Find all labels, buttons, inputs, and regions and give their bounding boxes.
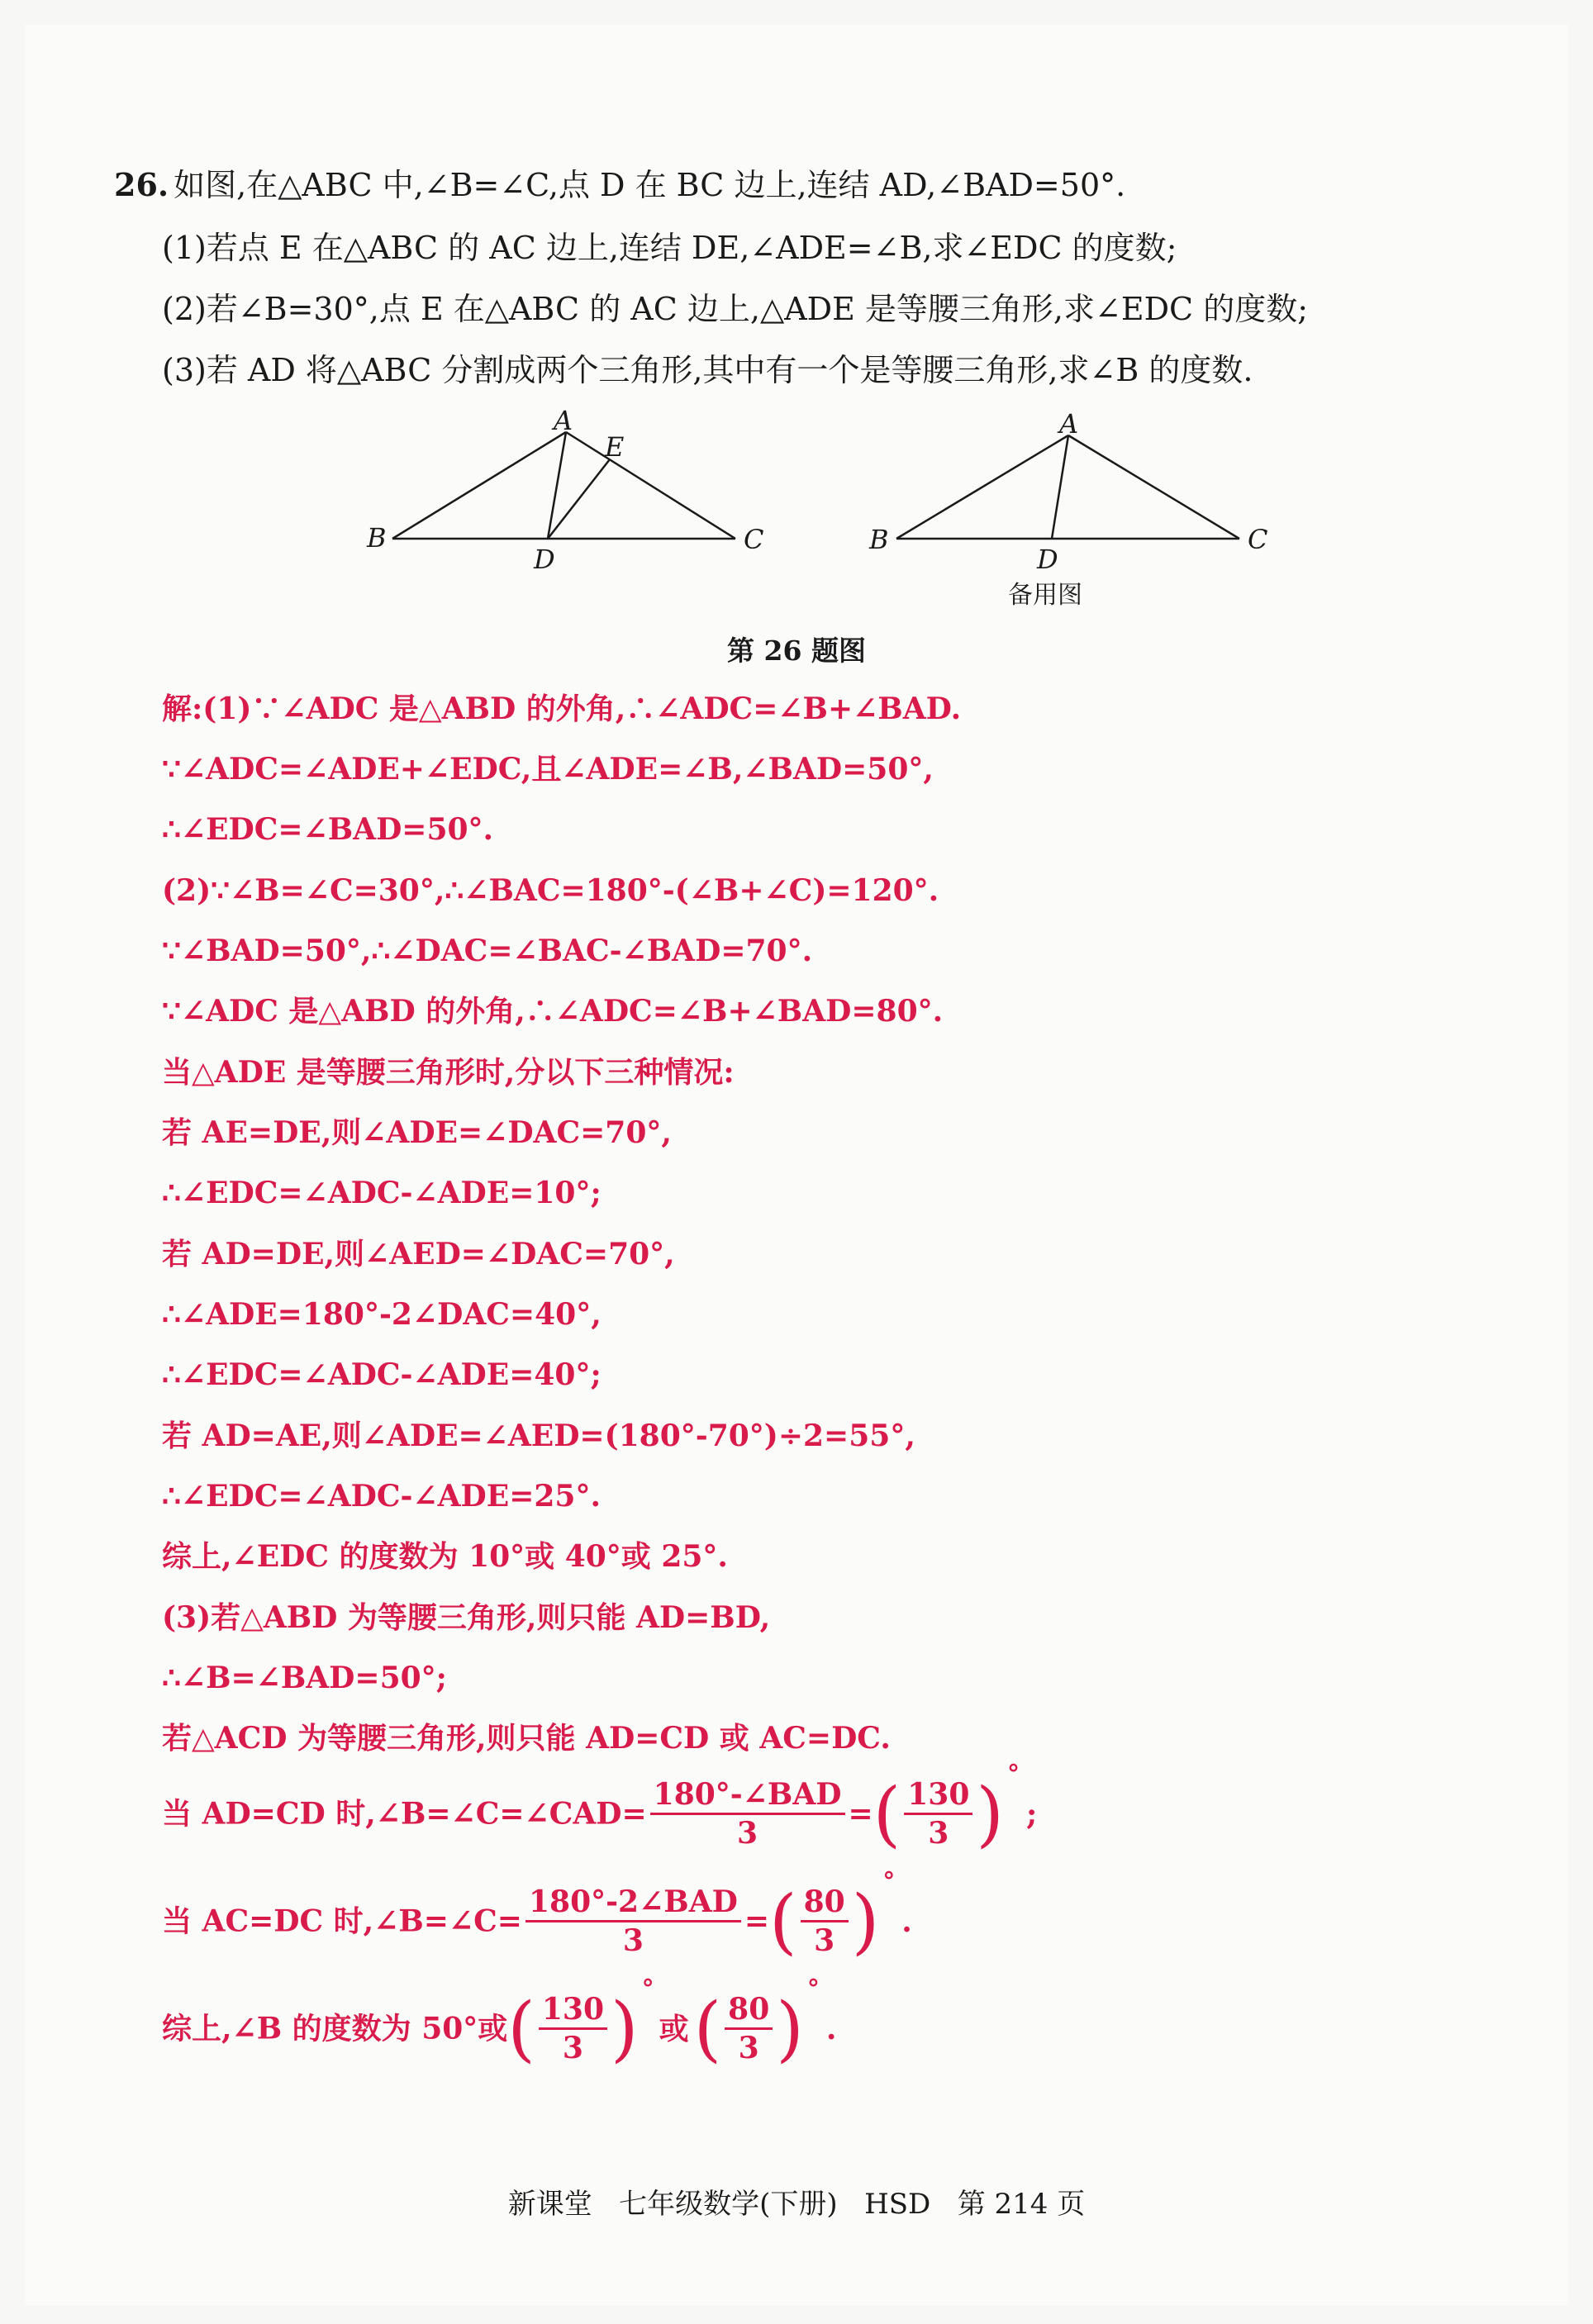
- question-part-1: (1)若点 E 在△ABC 的 AC 边上,连结 DE,∠ADE=∠B,求∠EDC 的度数;: [162, 230, 1177, 266]
- answer-line: ∴∠EDC=∠BAD=50°.: [162, 812, 494, 847]
- case2-suffix: .: [901, 1903, 912, 1939]
- right-paren: ): [851, 1880, 880, 1963]
- degree-mark: °: [641, 1975, 654, 2003]
- answer-line: 综上,∠EDC 的度数为 10°或 40°或 25°.: [162, 1539, 728, 1574]
- fraction-denominator: 3: [622, 1923, 644, 1958]
- case1-fraction-1: [650, 1776, 845, 1851]
- case2-fraction-2: [801, 1884, 849, 1959]
- question-part-3: (3)若 AD 将△ABC 分割成两个三角形,其中有一个是等腰三角形,求∠B 的度数.: [162, 352, 1253, 388]
- fraction-denominator: 3: [814, 1923, 835, 1958]
- right-figure-caption: 备用图: [1008, 581, 1082, 610]
- answer-line: ∴∠EDC=∠ADC-∠ADE=25°.: [162, 1479, 601, 1514]
- fraction-numerator: 180°-∠BAD: [650, 1776, 845, 1815]
- fraction-denominator: 3: [562, 2031, 583, 2065]
- answer-case-ad-cd: [162, 1760, 1038, 1856]
- degree-mark: °: [882, 1867, 896, 1896]
- left-paren: (: [507, 1987, 535, 2070]
- question-part-2: (2)若∠B=30°,点 E 在△ABC 的 AC 边上,△ADE 是等腰三角形,求∠EDC 的度数;: [162, 291, 1309, 327]
- answer-line: (3)若△ABD 为等腰三角形,则只能 AD=BD,: [162, 1600, 771, 1635]
- left-paren: (: [873, 1772, 901, 1856]
- fraction-denominator: 3: [738, 2031, 759, 2065]
- left-label-d: D: [534, 544, 555, 575]
- left-paren: (: [693, 1987, 722, 2070]
- right-triangle: [896, 435, 1239, 539]
- left-label-b: B: [367, 522, 387, 554]
- case2-equals: =: [744, 1903, 770, 1939]
- conclusion-prefix: 综上,∠B 的度数为 50°或: [162, 2011, 508, 2046]
- fraction-denominator: 3: [928, 1816, 949, 1851]
- answer-line: 若△ACD 为等腰三角形,则只能 AD=CD 或 AC=DC.: [162, 1721, 891, 1756]
- case1-suffix: ;: [1025, 1796, 1038, 1832]
- question-stem: 如图,在△ABC 中,∠B=∠C,点 D 在 BC 边上,连结 AD,∠BAD=50°.: [174, 167, 1126, 203]
- right-paren: ): [976, 1772, 1004, 1856]
- answer-line: ∴∠EDC=∠ADC-∠ADE=10°;: [162, 1176, 602, 1210]
- conclusion-fraction-1: [539, 1991, 607, 2066]
- fraction-numerator: 130: [904, 1776, 972, 1815]
- right-paren: ): [776, 1987, 804, 2070]
- left-label-a: A: [554, 405, 573, 436]
- fraction-numerator: 130: [539, 1991, 607, 2030]
- right-label-a: A: [1059, 408, 1079, 440]
- left-segment-ad: [548, 432, 566, 539]
- fraction-denominator: 3: [737, 1816, 758, 1851]
- right-paren: ): [611, 1987, 639, 2070]
- answer-line: ∵∠BAD=50°,∴∠DAC=∠BAC-∠BAD=70°.: [162, 934, 813, 968]
- degree-mark: °: [806, 1975, 820, 2003]
- right-segment-ac: [1068, 435, 1239, 539]
- right-label-d: D: [1037, 544, 1058, 575]
- left-triangle: [392, 432, 735, 539]
- case1-equals: =: [848, 1796, 873, 1832]
- answer-line: 若 AE=DE,则∠ADE=∠DAC=70°,: [162, 1115, 672, 1150]
- page-footer: 新课堂 七年级数学(下册) HSD 第 214 页: [507, 2188, 1086, 2221]
- answer-line: (2)∵∠B=∠C=30°,∴∠BAC=180°-(∠B+∠C)=120°.: [162, 873, 939, 908]
- degree-mark: °: [1006, 1760, 1020, 1789]
- answer-line: 若 AD=AE,则∠ADE=∠AED=(180°-70°)÷2=55°,: [162, 1419, 915, 1453]
- question-number: 26.: [114, 166, 169, 203]
- right-segment-ab: [896, 435, 1068, 539]
- fraction-numerator: 80: [801, 1884, 849, 1922]
- answer-line: 当△ADE 是等腰三角形时,分以下三种情况:: [162, 1055, 735, 1090]
- answer-case-ac-dc: [162, 1867, 912, 1963]
- fraction-numerator: 80: [725, 1991, 773, 2030]
- answer-line: ∴∠ADE=180°-2∠DAC=40°,: [162, 1297, 602, 1332]
- conclusion-fraction-2: [725, 1991, 773, 2066]
- question-stem-line: [114, 165, 1125, 205]
- answer-line: 若 AD=DE,则∠AED=∠DAC=70°,: [162, 1237, 675, 1271]
- conclusion-or: 或: [659, 2011, 689, 2046]
- left-label-e: E: [605, 431, 625, 463]
- left-segment-ab: [392, 432, 566, 539]
- answer-line: 解:(1)∵∠ADC 是△ABD 的外角,∴∠ADC=∠B+∠BAD.: [162, 691, 962, 726]
- case1-prefix: 当 AD=CD 时,∠B=∠C=∠CAD=: [162, 1796, 647, 1832]
- conclusion-suffix: .: [825, 2011, 837, 2046]
- right-segment-ad: [1052, 435, 1068, 539]
- case2-fraction-1: [525, 1884, 741, 1959]
- case1-fraction-2: [904, 1776, 972, 1851]
- figure-area: [347, 405, 1305, 620]
- answer-line: ∴∠EDC=∠ADC-∠ADE=40°;: [162, 1357, 602, 1392]
- left-segment-ac: [566, 432, 735, 539]
- answer-line: ∴∠B=∠BAD=50°;: [162, 1661, 447, 1695]
- left-label-c: C: [744, 524, 764, 555]
- figure-svg: [347, 405, 1305, 620]
- answer-conclusion: [162, 1975, 837, 2070]
- right-label-b: B: [869, 524, 889, 555]
- figure-title: 第 26 题图: [727, 634, 866, 667]
- left-paren: (: [769, 1880, 797, 1963]
- answer-line: ∵∠ADC 是△ABD 的外角,∴∠ADC=∠B+∠BAD=80°.: [162, 994, 944, 1029]
- case2-prefix: 当 AC=DC 时,∠B=∠C=: [162, 1903, 522, 1939]
- left-segment-de: [548, 459, 610, 539]
- right-label-c: C: [1248, 524, 1268, 555]
- answer-line: ∵∠ADC=∠ADE+∠EDC,且∠ADE=∠B,∠BAD=50°,: [162, 752, 934, 787]
- fraction-numerator: 180°-2∠BAD: [525, 1884, 741, 1922]
